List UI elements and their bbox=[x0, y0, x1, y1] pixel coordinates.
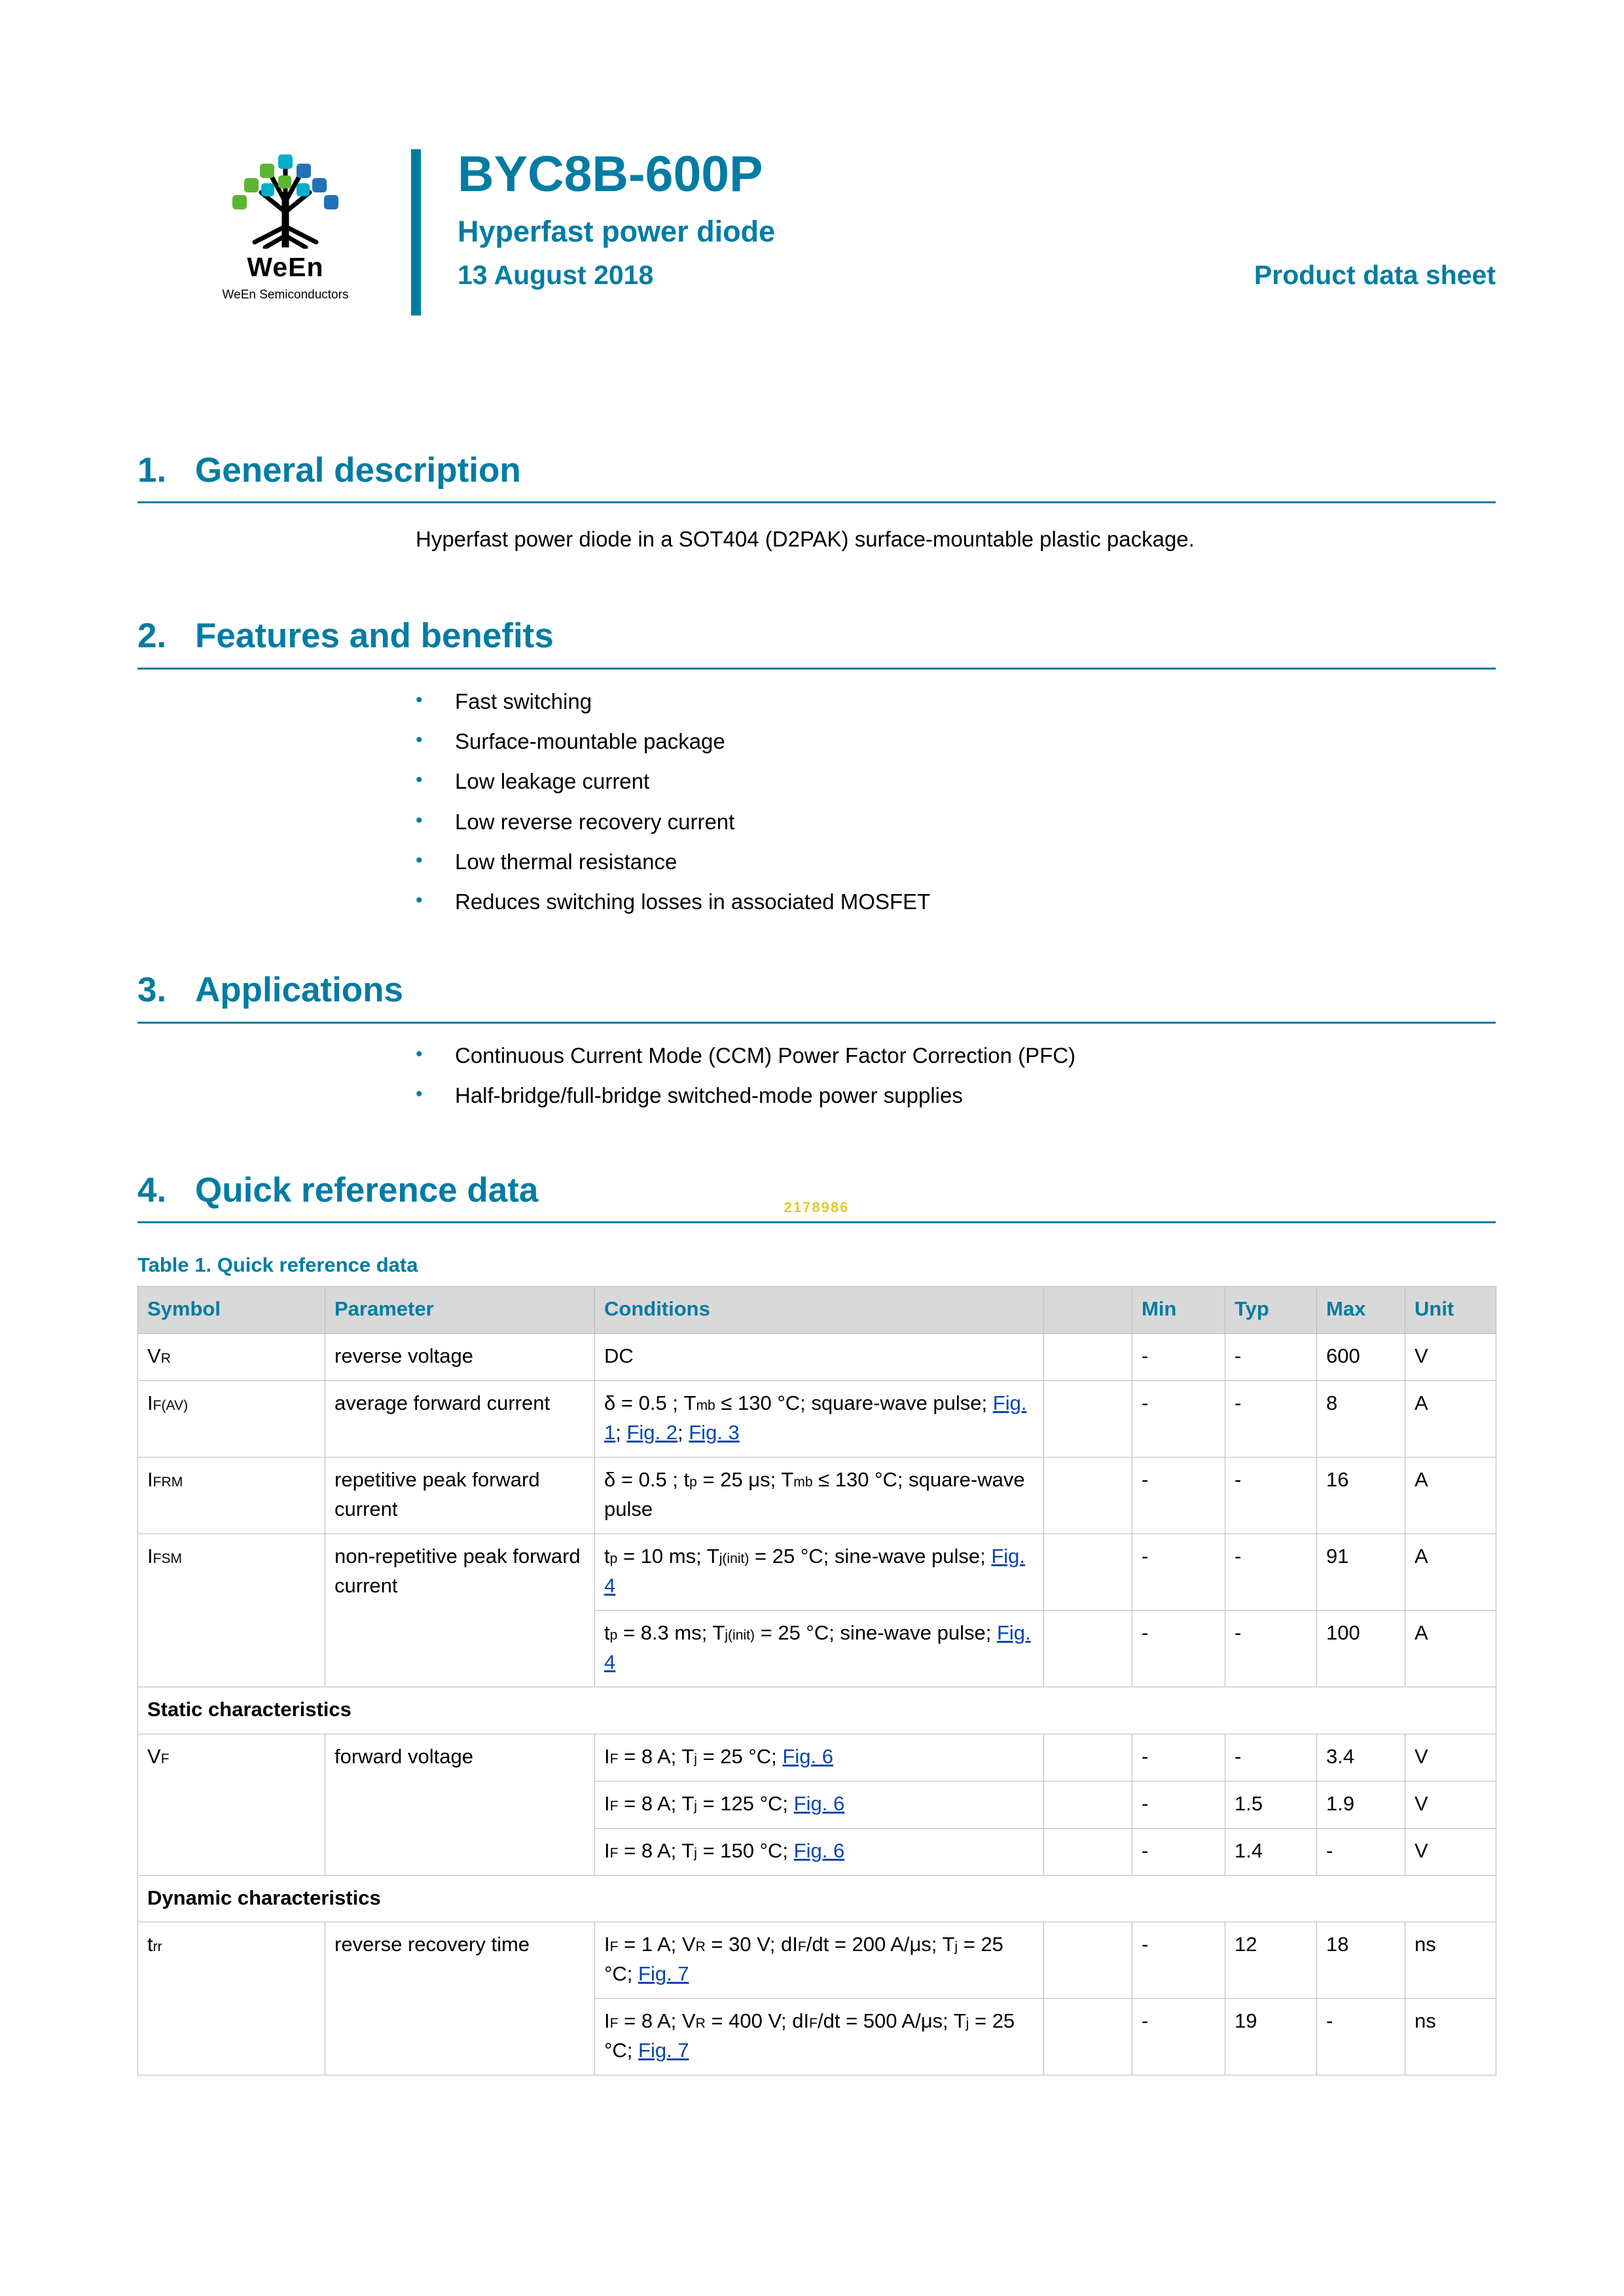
figure-link[interactable]: Fig. 3 bbox=[689, 1421, 740, 1444]
product-title: BYC8B-600P bbox=[458, 146, 763, 202]
typ-cell: - bbox=[1225, 1381, 1317, 1458]
figure-link[interactable]: Fig. 1 bbox=[604, 1391, 1027, 1444]
max-cell: 1.9 bbox=[1317, 1781, 1405, 1828]
symbol-cell: $V_R$ bbox=[138, 1334, 325, 1381]
unit-cell: A bbox=[1405, 1534, 1496, 1611]
note-cell bbox=[1044, 1458, 1132, 1534]
bullet-icon: • bbox=[416, 849, 423, 871]
section-heading bbox=[137, 617, 1496, 655]
col-header-parameter: Parameter bbox=[325, 1287, 595, 1334]
max-cell: 600 bbox=[1317, 1334, 1405, 1381]
note-cell bbox=[1044, 1781, 1132, 1828]
figure-link[interactable]: Fig. 6 bbox=[793, 1791, 845, 1815]
table-row-ifav bbox=[138, 1381, 1496, 1458]
min-cell: - bbox=[1132, 1334, 1225, 1381]
conditions-cell: δ = 0.5 ; $t_p = 25$ μs; $T_{mb} \le 130$ °C; square-wave pulse bbox=[595, 1458, 1044, 1534]
list-item bbox=[416, 728, 1496, 755]
product-subtitle: Hyperfast power diode bbox=[458, 215, 776, 248]
table-row-trr-1 bbox=[138, 1922, 1496, 1999]
list-item bbox=[416, 808, 1496, 835]
conditions-cell: $I_F = 8$ A; $T_j = 150$ °C; Fig. 6 bbox=[595, 1828, 1044, 1875]
release-date: 13 August 2018 bbox=[458, 260, 654, 290]
logo-subtitle-text: WeEn Semiconductors bbox=[222, 288, 349, 302]
section-heading bbox=[137, 452, 1496, 490]
note-cell bbox=[1044, 1828, 1132, 1875]
table-caption: Table 1. Quick reference data bbox=[137, 1253, 418, 1277]
unit-cell: ns bbox=[1405, 1922, 1496, 1999]
unit-cell: ns bbox=[1405, 1999, 1496, 2075]
accent-vertical-bar bbox=[411, 149, 421, 315]
unit-cell: V bbox=[1405, 1334, 1496, 1381]
section-features-benefits bbox=[137, 617, 1496, 669]
parameter-cell: average forward current bbox=[325, 1381, 595, 1458]
min-cell: - bbox=[1132, 1381, 1225, 1458]
note-cell bbox=[1044, 1999, 1132, 2075]
section-heading bbox=[137, 971, 1496, 1009]
table-section-static bbox=[138, 1687, 1496, 1734]
max-cell: - bbox=[1317, 1999, 1405, 2075]
unit-cell: A bbox=[1405, 1458, 1496, 1534]
bullet-icon: • bbox=[416, 689, 423, 711]
typ-cell: - bbox=[1225, 1734, 1317, 1781]
figure-link[interactable]: Fig. 6 bbox=[793, 1839, 845, 1862]
min-cell: - bbox=[1132, 1734, 1225, 1781]
doc-type-label: Product data sheet bbox=[1254, 260, 1496, 290]
note-cell bbox=[1044, 1734, 1132, 1781]
unit-cell: V bbox=[1405, 1734, 1496, 1781]
typ-cell: 19 bbox=[1225, 1999, 1317, 2075]
section-number: 3. bbox=[137, 971, 167, 1010]
typ-cell: 1.4 bbox=[1225, 1828, 1317, 1875]
typ-cell: - bbox=[1225, 1610, 1317, 1687]
table-section-dynamic bbox=[138, 1875, 1496, 1922]
bullet-icon: • bbox=[416, 809, 423, 831]
figure-link[interactable]: Fig. 4 bbox=[604, 1621, 1031, 1674]
section-title-text: Applications bbox=[195, 971, 404, 1010]
parameter-cell: repetitive peak forward current bbox=[325, 1458, 595, 1534]
col-header-unit: Unit bbox=[1405, 1287, 1496, 1334]
conditions-cell: $t_p = 8.3$ ms; $T_{j(init)} = 25$ °C; sine-wave pulse; Fig. 4 bbox=[595, 1610, 1044, 1687]
parameter-cell: forward voltage bbox=[325, 1734, 595, 1875]
typ-cell: - bbox=[1225, 1534, 1317, 1611]
note-cell bbox=[1044, 1381, 1132, 1458]
figure-link[interactable]: Fig. 2 bbox=[626, 1421, 678, 1444]
table-row-ifsm-1 bbox=[138, 1534, 1496, 1611]
note-cell bbox=[1044, 1534, 1132, 1611]
min-cell: - bbox=[1132, 1828, 1225, 1875]
symbol-cell: $I_{FRM}$ bbox=[138, 1458, 325, 1534]
list-item bbox=[416, 688, 1496, 715]
feature-text: Reduces switching losses in associated MOSFET bbox=[455, 889, 931, 914]
max-cell: 18 bbox=[1317, 1922, 1405, 1999]
note-cell bbox=[1044, 1922, 1132, 1999]
min-cell: - bbox=[1132, 1781, 1225, 1828]
min-cell: - bbox=[1132, 1458, 1225, 1534]
conditions-cell: δ = 0.5 ; $T_{mb} \le 130$ °C; square-wave pulse; Fig. 1; Fig. 2; Fig. 3 bbox=[595, 1381, 1044, 1458]
list-item bbox=[416, 768, 1496, 795]
figure-link[interactable]: Fig. 4 bbox=[604, 1545, 1026, 1597]
features-list bbox=[416, 688, 1496, 916]
table-header-row bbox=[138, 1287, 1496, 1334]
section-title-text: Quick reference data bbox=[195, 1171, 539, 1210]
max-cell: 3.4 bbox=[1317, 1734, 1405, 1781]
max-cell: 16 bbox=[1317, 1458, 1405, 1534]
table-section-label: Dynamic characteristics bbox=[138, 1875, 1496, 1922]
parameter-cell: reverse recovery time bbox=[325, 1922, 595, 2075]
list-item bbox=[416, 888, 1496, 915]
ween-tree-icon bbox=[215, 149, 355, 249]
section-number: 4. bbox=[137, 1171, 167, 1210]
page-header bbox=[137, 146, 1496, 315]
note-cell bbox=[1044, 1610, 1132, 1687]
feature-text: Low leakage current bbox=[455, 769, 650, 794]
title-block bbox=[458, 146, 1496, 290]
table-row-ifrm bbox=[138, 1458, 1496, 1534]
section-applications bbox=[137, 971, 1496, 1023]
parameter-cell: reverse voltage bbox=[325, 1334, 595, 1381]
symbol-cell: $V_F$ bbox=[138, 1734, 325, 1875]
bullet-icon: • bbox=[416, 729, 423, 751]
list-item bbox=[416, 1082, 1496, 1109]
conditions-cell: $I_F = 8$ A; $T_j = 25$ °C; Fig. 6 bbox=[595, 1734, 1044, 1781]
col-header-symbol: Symbol bbox=[138, 1287, 325, 1334]
section-title-text: Features and benefits bbox=[195, 617, 554, 656]
bullet-icon: • bbox=[416, 1043, 423, 1065]
applications-list bbox=[416, 1042, 1496, 1109]
table-row-vr bbox=[138, 1334, 1496, 1381]
typ-cell: 1.5 bbox=[1225, 1781, 1317, 1828]
feature-text: Surface-mountable package bbox=[455, 729, 725, 754]
conditions-cell: $t_p = 10$ ms; $T_{j(init)} = 25$ °C; sine-wave pulse; Fig. 4 bbox=[595, 1534, 1044, 1611]
min-cell: - bbox=[1132, 1999, 1225, 2075]
max-cell: - bbox=[1317, 1828, 1405, 1875]
feature-text: Low reverse recovery current bbox=[455, 809, 735, 834]
max-cell: 91 bbox=[1317, 1534, 1405, 1611]
typ-cell: - bbox=[1225, 1458, 1317, 1534]
symbol-cell: $I_{F(AV)}$ bbox=[138, 1381, 325, 1458]
bullet-icon: • bbox=[416, 889, 423, 912]
max-cell: 100 bbox=[1317, 1610, 1405, 1687]
general-description-text: Hyperfast power diode in a SOT404 (D2PAK) surface-mountable plastic package. bbox=[416, 527, 1195, 552]
min-cell: - bbox=[1132, 1922, 1225, 1999]
table-row-vf-1 bbox=[138, 1734, 1496, 1781]
bullet-icon: • bbox=[416, 1083, 423, 1105]
feature-text: Fast switching bbox=[455, 689, 592, 713]
col-header-max: Max bbox=[1317, 1287, 1405, 1334]
list-item bbox=[416, 1042, 1496, 1069]
col-header-typ: Typ bbox=[1225, 1287, 1317, 1334]
application-text: Continuous Current Mode (CCM) Power Factor Correction (PFC) bbox=[455, 1043, 1076, 1067]
section-title-text: General description bbox=[195, 451, 521, 490]
list-item bbox=[416, 848, 1496, 875]
col-header-conditions: Conditions bbox=[595, 1287, 1044, 1334]
bullet-icon: • bbox=[416, 769, 423, 791]
figure-link[interactable]: Fig. 7 bbox=[638, 1962, 689, 1986]
typ-cell: - bbox=[1225, 1334, 1317, 1381]
max-cell: 8 bbox=[1317, 1381, 1405, 1458]
unit-cell: V bbox=[1405, 1828, 1496, 1875]
feature-text: Low thermal resistance bbox=[455, 849, 677, 874]
figure-link[interactable]: Fig. 6 bbox=[782, 1744, 833, 1768]
symbol-cell: $t_{rr}$ bbox=[138, 1922, 325, 2075]
note-cell bbox=[1044, 1334, 1132, 1381]
quick-reference-table bbox=[137, 1286, 1496, 2075]
unit-cell: A bbox=[1405, 1610, 1496, 1687]
conditions-cell: $I_F = 8$ A; $V_R = 400$ V; $dI_F/dt = 500$ A/μs; $T_j = 25$ °C; Fig. 7 bbox=[595, 1999, 1044, 2075]
symbol-cell: $I_{FSM}$ bbox=[138, 1534, 325, 1687]
doc-meta-row bbox=[458, 262, 1496, 289]
col-header-min: Min bbox=[1132, 1287, 1225, 1334]
conditions-cell: $I_F = 1$ A; $V_R = 30$ V; $dI_F/dt = 200$ A/μs; $T_j = 25$ °C; Fig. 7 bbox=[595, 1922, 1044, 1999]
ween-logo bbox=[209, 149, 361, 302]
section-general-description bbox=[137, 452, 1496, 503]
min-cell: - bbox=[1132, 1610, 1225, 1687]
section-number: 1. bbox=[137, 451, 167, 490]
table-section-label: Static characteristics bbox=[138, 1687, 1496, 1734]
conditions-cell: DC bbox=[595, 1334, 1044, 1381]
application-text: Half-bridge/full-bridge switched-mode power supplies bbox=[455, 1083, 963, 1107]
section-number: 2. bbox=[137, 617, 167, 656]
section-quick-reference-data bbox=[137, 1172, 1496, 1223]
col-header-blank bbox=[1044, 1287, 1132, 1334]
logo-brand-text: WeEn bbox=[247, 252, 324, 282]
typ-cell: 12 bbox=[1225, 1922, 1317, 1999]
min-cell: - bbox=[1132, 1534, 1225, 1611]
yellow-watermark-text: 2178986 bbox=[784, 1199, 850, 1216]
unit-cell: A bbox=[1405, 1381, 1496, 1458]
unit-cell: V bbox=[1405, 1781, 1496, 1828]
figure-link[interactable]: Fig. 7 bbox=[638, 2039, 689, 2062]
conditions-cell: $I_F = 8$ A; $T_j = 125$ °C; Fig. 6 bbox=[595, 1781, 1044, 1828]
parameter-cell: non-repetitive peak forward current bbox=[325, 1534, 595, 1687]
